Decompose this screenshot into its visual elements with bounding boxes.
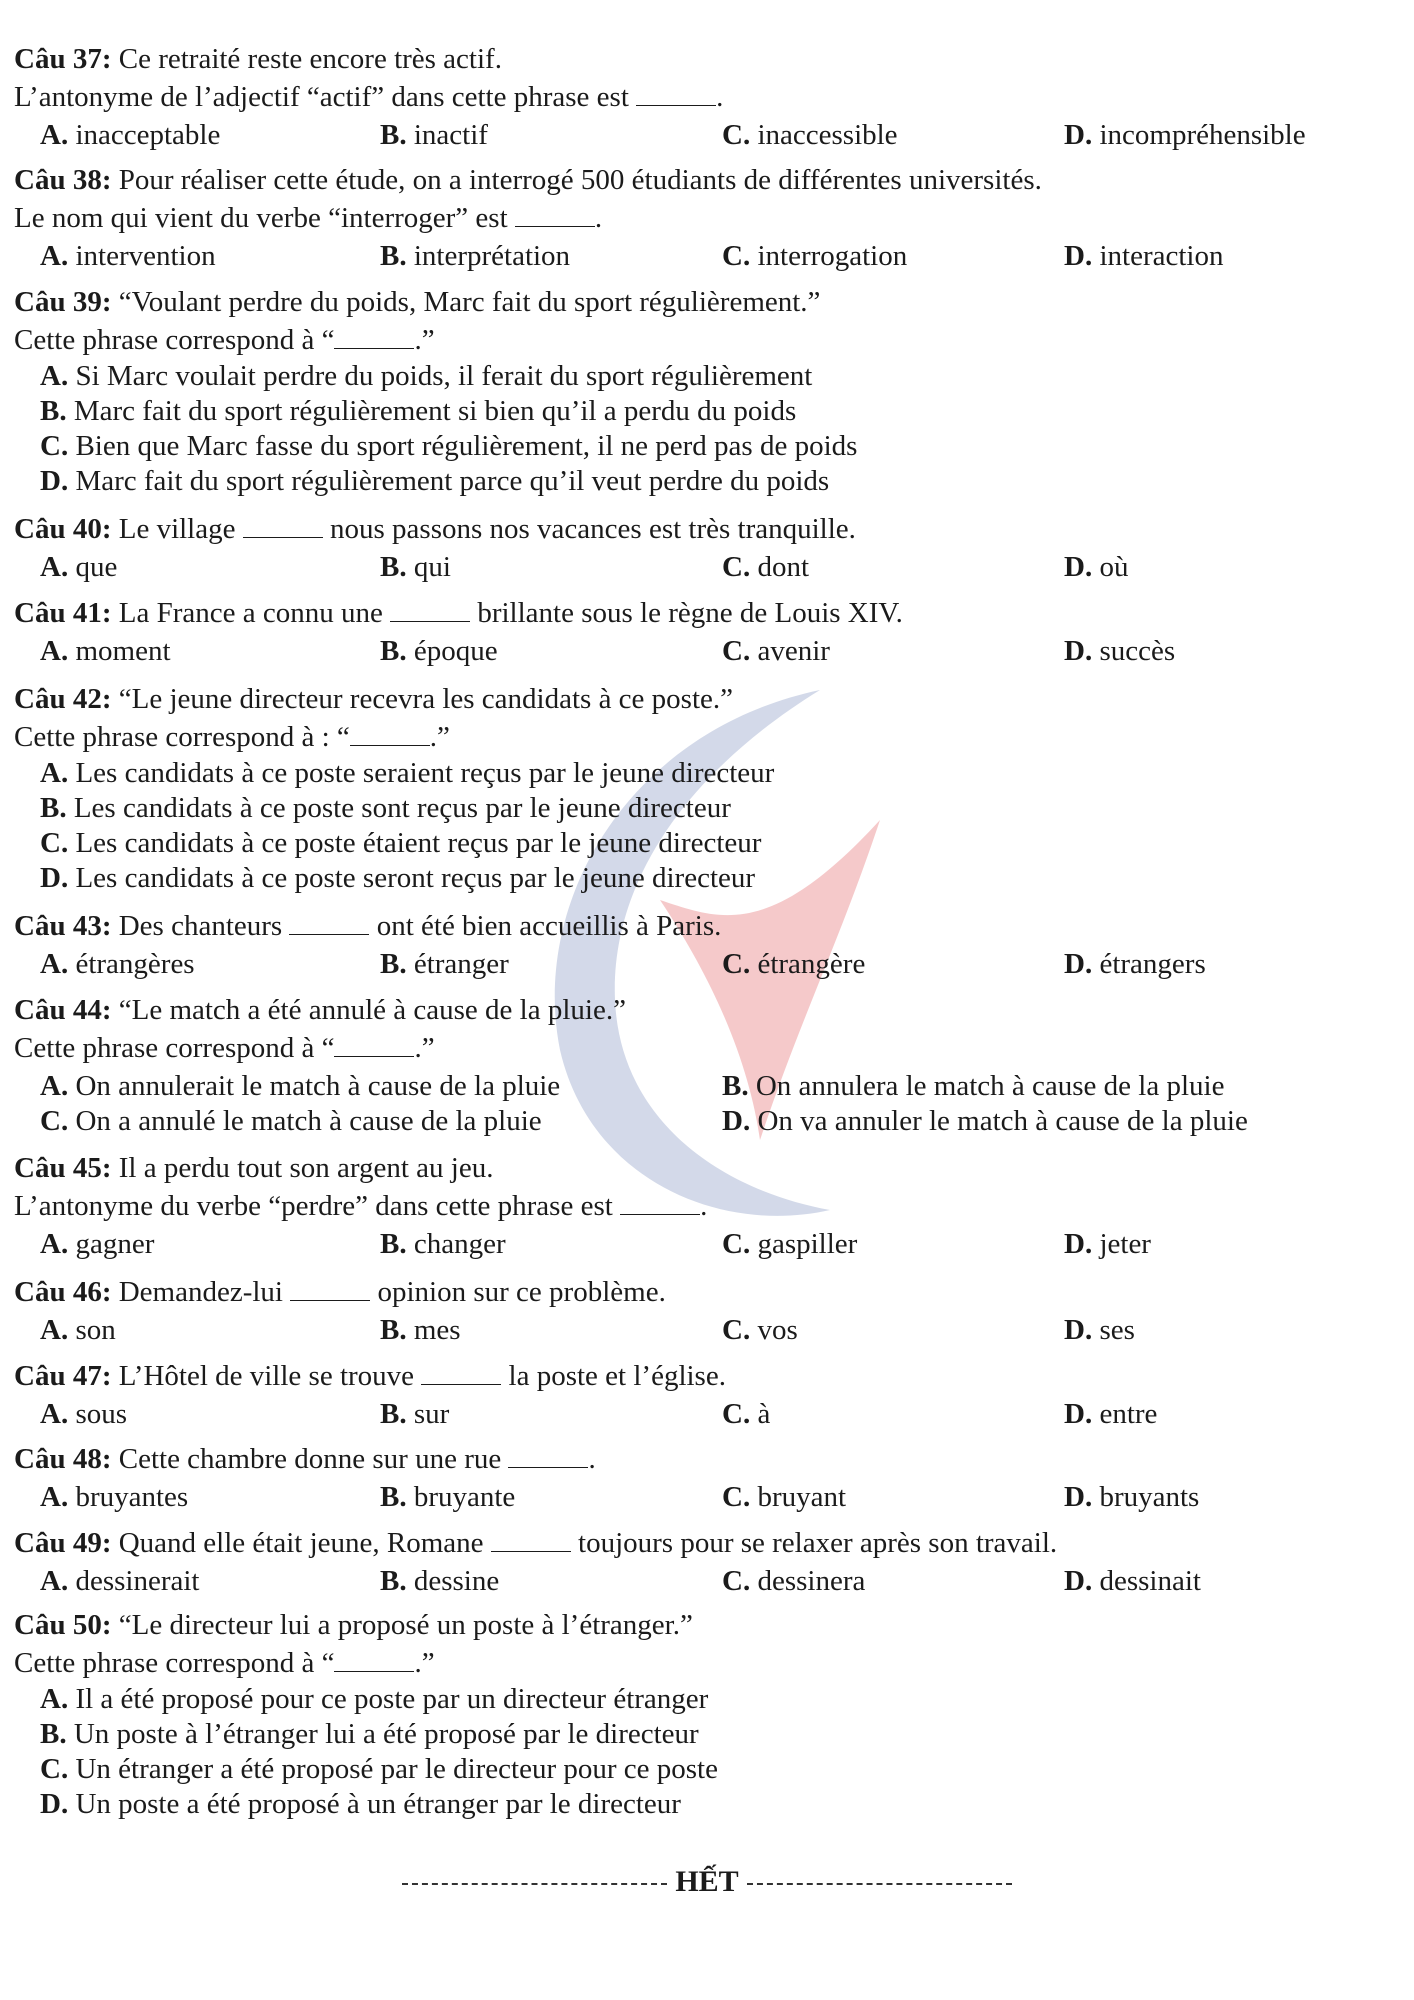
question-45 — [14, 1149, 1404, 1263]
question-46 — [14, 1273, 1404, 1349]
option-letter: A. — [40, 1481, 76, 1513]
option-text: son — [75, 1314, 116, 1346]
option-text: Marc fait du sport régulièrement parce qu’il veut perdre du poids — [75, 465, 830, 497]
option-a[interactable] — [40, 1395, 127, 1433]
option-c[interactable] — [14, 1752, 1404, 1787]
question-37 — [14, 40, 1404, 154]
option-letter: B. — [40, 1718, 74, 1750]
option-letter: B. — [380, 1398, 414, 1430]
option-b[interactable] — [380, 632, 498, 670]
option-c[interactable] — [722, 116, 898, 154]
option-letter: D. — [40, 465, 76, 497]
option-letter: C. — [40, 1105, 76, 1137]
option-text: entre — [1099, 1398, 1158, 1430]
option-text: sur — [413, 1398, 450, 1430]
options-row — [14, 1562, 1404, 1600]
option-text: que — [75, 551, 118, 583]
option-text: Les candidats à ce poste seraient reçus par le jeune directeur — [75, 757, 775, 789]
option-letter: B. — [380, 948, 414, 980]
option-text: On va annuler le match à cause de la pluie — [757, 1105, 1248, 1137]
answer-blank — [243, 511, 323, 538]
option-text: sous — [75, 1398, 128, 1430]
option-text: dessinerait — [75, 1565, 200, 1597]
option-d[interactable] — [1064, 237, 1223, 275]
option-letter: D. — [1064, 551, 1100, 583]
option-c[interactable] — [722, 945, 865, 983]
option-letter: A. — [40, 948, 76, 980]
option-b[interactable] — [380, 945, 509, 983]
option-text: vos — [757, 1314, 798, 1346]
question-instruction: Le nom qui vient du verbe “interroger” est . — [14, 202, 603, 234]
option-a[interactable] — [14, 756, 1404, 791]
answer-blank — [290, 1274, 370, 1301]
option-b[interactable] — [380, 116, 488, 154]
option-letter: B. — [380, 1481, 414, 1513]
question-50 — [14, 1606, 1404, 1822]
option-letter: B. — [40, 792, 74, 824]
option-text: Marc fait du sport régulièrement si bien qu’il a perdu du poids — [73, 395, 797, 427]
question-47 — [14, 1357, 1404, 1433]
option-letter: B. — [380, 551, 414, 583]
answer-blank — [515, 200, 595, 227]
question-number: Câu 39: — [14, 286, 119, 318]
option-text: à — [757, 1398, 771, 1430]
option-text: interprétation — [413, 240, 571, 272]
option-c[interactable] — [722, 632, 830, 670]
question-49 — [14, 1524, 1404, 1600]
option-b[interactable] — [722, 1069, 1224, 1104]
option-letter: C. — [722, 1481, 758, 1513]
option-text: gaspiller — [757, 1228, 858, 1260]
option-b[interactable] — [380, 548, 451, 586]
question-number: Câu 46: — [14, 1276, 119, 1308]
option-b[interactable] — [380, 1395, 449, 1433]
option-letter: D. — [40, 1788, 76, 1820]
question-stem: Câu 43: Des chanteurs ont été bien accueillis à Paris. — [14, 910, 722, 942]
option-b[interactable] — [14, 791, 1404, 826]
answer-blank — [334, 1645, 414, 1672]
option-letter: D. — [1064, 635, 1100, 667]
options-row — [14, 632, 1404, 670]
question-stem: Câu 41: La France a connu une brillante sous le règne de Louis XIV. — [14, 597, 903, 629]
answer-blank — [421, 1358, 501, 1385]
option-a[interactable] — [40, 945, 195, 983]
option-text: Un poste a été proposé à un étranger par le directeur — [75, 1788, 681, 1820]
question-48 — [14, 1440, 1404, 1516]
option-a[interactable] — [40, 1478, 188, 1516]
option-text: étranger — [413, 948, 509, 980]
option-letter: C. — [722, 1565, 758, 1597]
option-c[interactable] — [40, 1104, 542, 1139]
question-stem: Câu 38: Pour réaliser cette étude, on a interrogé 500 étudiants de différentes universités. — [14, 164, 1042, 196]
option-text: époque — [413, 635, 498, 667]
option-text: inaccessible — [757, 119, 898, 151]
end-label: HẾT — [675, 1865, 739, 1898]
question-number: Câu 42: — [14, 683, 119, 715]
option-d[interactable] — [1064, 548, 1128, 586]
option-text: bruyantes — [75, 1481, 189, 1513]
answer-blank — [491, 1525, 571, 1552]
option-text: Les candidats à ce poste sont reçus par le jeune directeur — [73, 792, 731, 824]
option-letter: B. — [380, 240, 414, 272]
question-number: Câu 38: — [14, 164, 119, 196]
end-dash-right — [747, 1883, 1012, 1885]
options-row — [14, 237, 1404, 275]
option-b[interactable] — [14, 1717, 1404, 1752]
option-letter: D. — [1064, 1481, 1100, 1513]
question-38 — [14, 161, 1404, 275]
option-b[interactable] — [380, 1311, 461, 1349]
option-d[interactable] — [722, 1104, 1248, 1139]
question-number: Câu 40: — [14, 513, 119, 545]
option-text: interaction — [1099, 240, 1224, 272]
question-43 — [14, 907, 1404, 983]
option-d[interactable] — [14, 861, 1404, 896]
option-c[interactable] — [722, 1395, 770, 1433]
option-a[interactable] — [40, 1069, 560, 1104]
options-row — [14, 1478, 1404, 1516]
question-instruction: L’antonyme du verbe “perdre” dans cette phrase est . — [14, 1190, 708, 1222]
option-letter: A. — [40, 1228, 76, 1260]
option-a[interactable] — [14, 359, 1404, 394]
question-stem: Câu 46: Demandez-lui opinion sur ce problème. — [14, 1276, 666, 1308]
option-text: On a annulé le match à cause de la pluie — [75, 1105, 542, 1137]
option-c[interactable] — [14, 429, 1404, 464]
option-b[interactable] — [380, 237, 570, 275]
option-letter: A. — [40, 1683, 76, 1715]
option-d[interactable] — [1064, 1225, 1151, 1263]
question-44 — [14, 991, 1404, 1143]
question-number: Câu 48: — [14, 1443, 119, 1475]
option-letter: D. — [1064, 240, 1100, 272]
option-c[interactable] — [722, 1562, 865, 1600]
option-text: dessine — [413, 1565, 500, 1597]
question-41 — [14, 594, 1404, 670]
option-text: succès — [1099, 635, 1176, 667]
question-number: Câu 44: — [14, 994, 119, 1026]
option-letter: B. — [380, 119, 414, 151]
option-a[interactable] — [40, 1562, 199, 1600]
option-text: Bien que Marc fasse du sport régulièrement, il ne perd pas de poids — [75, 430, 858, 462]
option-letter: C. — [40, 1753, 76, 1785]
option-text: incompréhensible — [1099, 119, 1306, 151]
answer-blank — [289, 908, 369, 935]
option-a[interactable] — [40, 632, 171, 670]
question-instruction: Cette phrase correspond à “ .” — [14, 1032, 435, 1064]
option-text: bruyante — [413, 1481, 516, 1513]
option-text: étrangères — [75, 948, 195, 980]
option-text: Il a été proposé pour ce poste par un directeur étranger — [75, 1683, 709, 1715]
end-dash-left — [402, 1883, 667, 1885]
option-letter: B. — [380, 1314, 414, 1346]
question-stem: Câu 50: “Le directeur lui a proposé un poste à l’étranger.” — [14, 1609, 693, 1641]
question-stem: Câu 42: “Le jeune directeur recevra les candidats à ce poste.” — [14, 683, 734, 715]
option-text: interrogation — [757, 240, 908, 272]
option-letter: A. — [40, 1314, 76, 1346]
option-letter: D. — [1064, 119, 1100, 151]
option-text: Les candidats à ce poste étaient reçus par le jeune directeur — [75, 827, 762, 859]
options-row — [14, 1395, 1404, 1433]
option-d[interactable] — [1064, 632, 1175, 670]
option-d[interactable] — [1064, 1562, 1201, 1600]
options-row — [14, 116, 1404, 154]
question-instruction: Cette phrase correspond à : “ .” — [14, 721, 450, 753]
option-letter: A. — [40, 551, 76, 583]
option-text: Un poste à l’étranger lui a été proposé par le directeur — [73, 1718, 699, 1750]
option-letter: C. — [722, 551, 758, 583]
option-a[interactable] — [40, 1311, 116, 1349]
option-text: dont — [757, 551, 810, 583]
answer-blank — [334, 322, 414, 349]
option-text: Les candidats à ce poste seront reçus par le jeune directeur — [75, 862, 756, 894]
option-c[interactable] — [722, 237, 907, 275]
option-d[interactable] — [1064, 1395, 1157, 1433]
option-letter: C. — [722, 1314, 758, 1346]
option-letter: A. — [40, 119, 76, 151]
option-text: inacceptable — [75, 119, 221, 151]
option-d[interactable] — [14, 464, 1404, 499]
option-letter: C. — [40, 430, 76, 462]
end-marker — [0, 1865, 1414, 1899]
options-row — [14, 945, 1404, 983]
option-letter: D. — [1064, 948, 1100, 980]
answer-blank — [390, 595, 470, 622]
option-letter: C. — [722, 1228, 758, 1260]
option-a[interactable] — [40, 1225, 154, 1263]
answer-blank — [334, 1030, 414, 1057]
question-number: Câu 50: — [14, 1609, 119, 1641]
option-letter: D. — [1064, 1565, 1100, 1597]
option-text: bruyant — [757, 1481, 847, 1513]
option-letter: A. — [40, 1565, 76, 1597]
option-text: bruyants — [1099, 1481, 1200, 1513]
question-number: Câu 41: — [14, 597, 119, 629]
options-list — [14, 359, 1404, 499]
option-d[interactable] — [1064, 116, 1306, 154]
question-stem: Câu 37: Ce retraité reste encore très actif. — [14, 43, 502, 75]
option-d[interactable] — [1064, 1478, 1199, 1516]
option-letter: C. — [40, 827, 76, 859]
answer-blank — [350, 719, 430, 746]
option-text: changer — [413, 1228, 506, 1260]
option-a[interactable] — [40, 237, 216, 275]
option-text: dessinera — [757, 1565, 866, 1597]
option-c[interactable] — [722, 548, 809, 586]
option-text: dessinait — [1099, 1565, 1201, 1597]
option-letter: C. — [722, 1398, 758, 1430]
option-text: mes — [413, 1314, 461, 1346]
question-39 — [14, 283, 1404, 499]
options-row — [14, 1225, 1404, 1263]
option-letter: D. — [1064, 1228, 1100, 1260]
option-c[interactable] — [722, 1311, 798, 1349]
question-stem: Câu 47: L’Hôtel de ville se trouve la poste et l’église. — [14, 1360, 726, 1392]
option-text: inactif — [413, 119, 488, 151]
option-text: jeter — [1099, 1228, 1151, 1260]
option-text: où — [1099, 551, 1129, 583]
option-d[interactable] — [1064, 945, 1206, 983]
question-number: Câu 45: — [14, 1152, 119, 1184]
option-letter: C. — [722, 948, 758, 980]
option-b[interactable] — [380, 1562, 499, 1600]
option-text: On annulerait le match à cause de la pluie — [75, 1070, 561, 1102]
option-letter: C. — [722, 635, 758, 667]
option-text: Si Marc voulait perdre du poids, il ferait du sport régulièrement — [75, 360, 813, 392]
option-d[interactable] — [14, 1787, 1404, 1822]
option-letter: A. — [40, 1070, 76, 1102]
option-c[interactable] — [722, 1478, 846, 1516]
option-b[interactable] — [380, 1225, 506, 1263]
option-letter: B. — [722, 1070, 756, 1102]
question-40 — [14, 510, 1404, 586]
option-letter: C. — [722, 240, 758, 272]
question-instruction: Cette phrase correspond à “ .” — [14, 1647, 435, 1679]
question-number: Câu 47: — [14, 1360, 119, 1392]
option-letter: D. — [1064, 1314, 1100, 1346]
option-letter: A. — [40, 240, 76, 272]
question-stem: Câu 40: Le village nous passons nos vacances est très tranquille. — [14, 513, 856, 545]
option-letter: B. — [40, 395, 74, 427]
question-42 — [14, 680, 1404, 896]
option-a[interactable] — [40, 116, 220, 154]
question-stem: Câu 48: Cette chambre donne sur une rue . — [14, 1443, 596, 1475]
answer-blank — [508, 1441, 588, 1468]
option-text: étrangère — [757, 948, 866, 980]
option-b[interactable] — [380, 1478, 515, 1516]
options-list — [14, 756, 1404, 896]
option-text: étrangers — [1099, 948, 1206, 980]
option-c[interactable] — [722, 1225, 857, 1263]
question-stem: Câu 49: Quand elle était jeune, Romane toujours pour se relaxer après son travail. — [14, 1527, 1058, 1559]
answer-blank — [620, 1188, 700, 1215]
question-instruction: Cette phrase correspond à “ .” — [14, 324, 435, 356]
options-row — [14, 548, 1404, 586]
option-b[interactable] — [14, 394, 1404, 429]
options-grid — [14, 1067, 1404, 1143]
answer-blank — [636, 79, 716, 106]
options-row — [14, 1311, 1404, 1349]
option-text: On annulera le match à cause de la pluie — [755, 1070, 1225, 1102]
option-letter: D. — [1064, 1398, 1100, 1430]
option-letter: A. — [40, 757, 76, 789]
option-d[interactable] — [1064, 1311, 1135, 1349]
option-text: Un étranger a été proposé par le directeur pour ce poste — [75, 1753, 718, 1785]
option-letter: B. — [380, 1228, 414, 1260]
question-stem: Câu 44: “Le match a été annulé à cause de la pluie.” — [14, 994, 626, 1026]
options-list — [14, 1682, 1404, 1822]
option-letter: A. — [40, 635, 76, 667]
option-letter: D. — [722, 1105, 758, 1137]
option-letter: B. — [380, 1565, 414, 1597]
option-c[interactable] — [14, 826, 1404, 861]
option-letter: A. — [40, 360, 76, 392]
option-text: intervention — [75, 240, 216, 272]
question-instruction: L’antonyme de l’adjectif “actif” dans cette phrase est . — [14, 81, 724, 113]
option-a[interactable] — [40, 548, 117, 586]
option-text: ses — [1099, 1314, 1135, 1346]
question-stem: Câu 45: Il a perdu tout son argent au jeu. — [14, 1152, 494, 1184]
question-stem: Câu 39: “Voulant perdre du poids, Marc fait du sport régulièrement.” — [14, 286, 821, 318]
option-letter: D. — [40, 862, 76, 894]
option-letter: C. — [722, 119, 758, 151]
option-text: moment — [75, 635, 171, 667]
option-text: gagner — [75, 1228, 155, 1260]
option-letter: A. — [40, 1398, 76, 1430]
question-number: Câu 43: — [14, 910, 119, 942]
question-number: Câu 49: — [14, 1527, 119, 1559]
option-a[interactable] — [14, 1682, 1404, 1717]
option-text: avenir — [757, 635, 830, 667]
option-letter: B. — [380, 635, 414, 667]
option-text: qui — [413, 551, 451, 583]
question-number: Câu 37: — [14, 43, 119, 75]
